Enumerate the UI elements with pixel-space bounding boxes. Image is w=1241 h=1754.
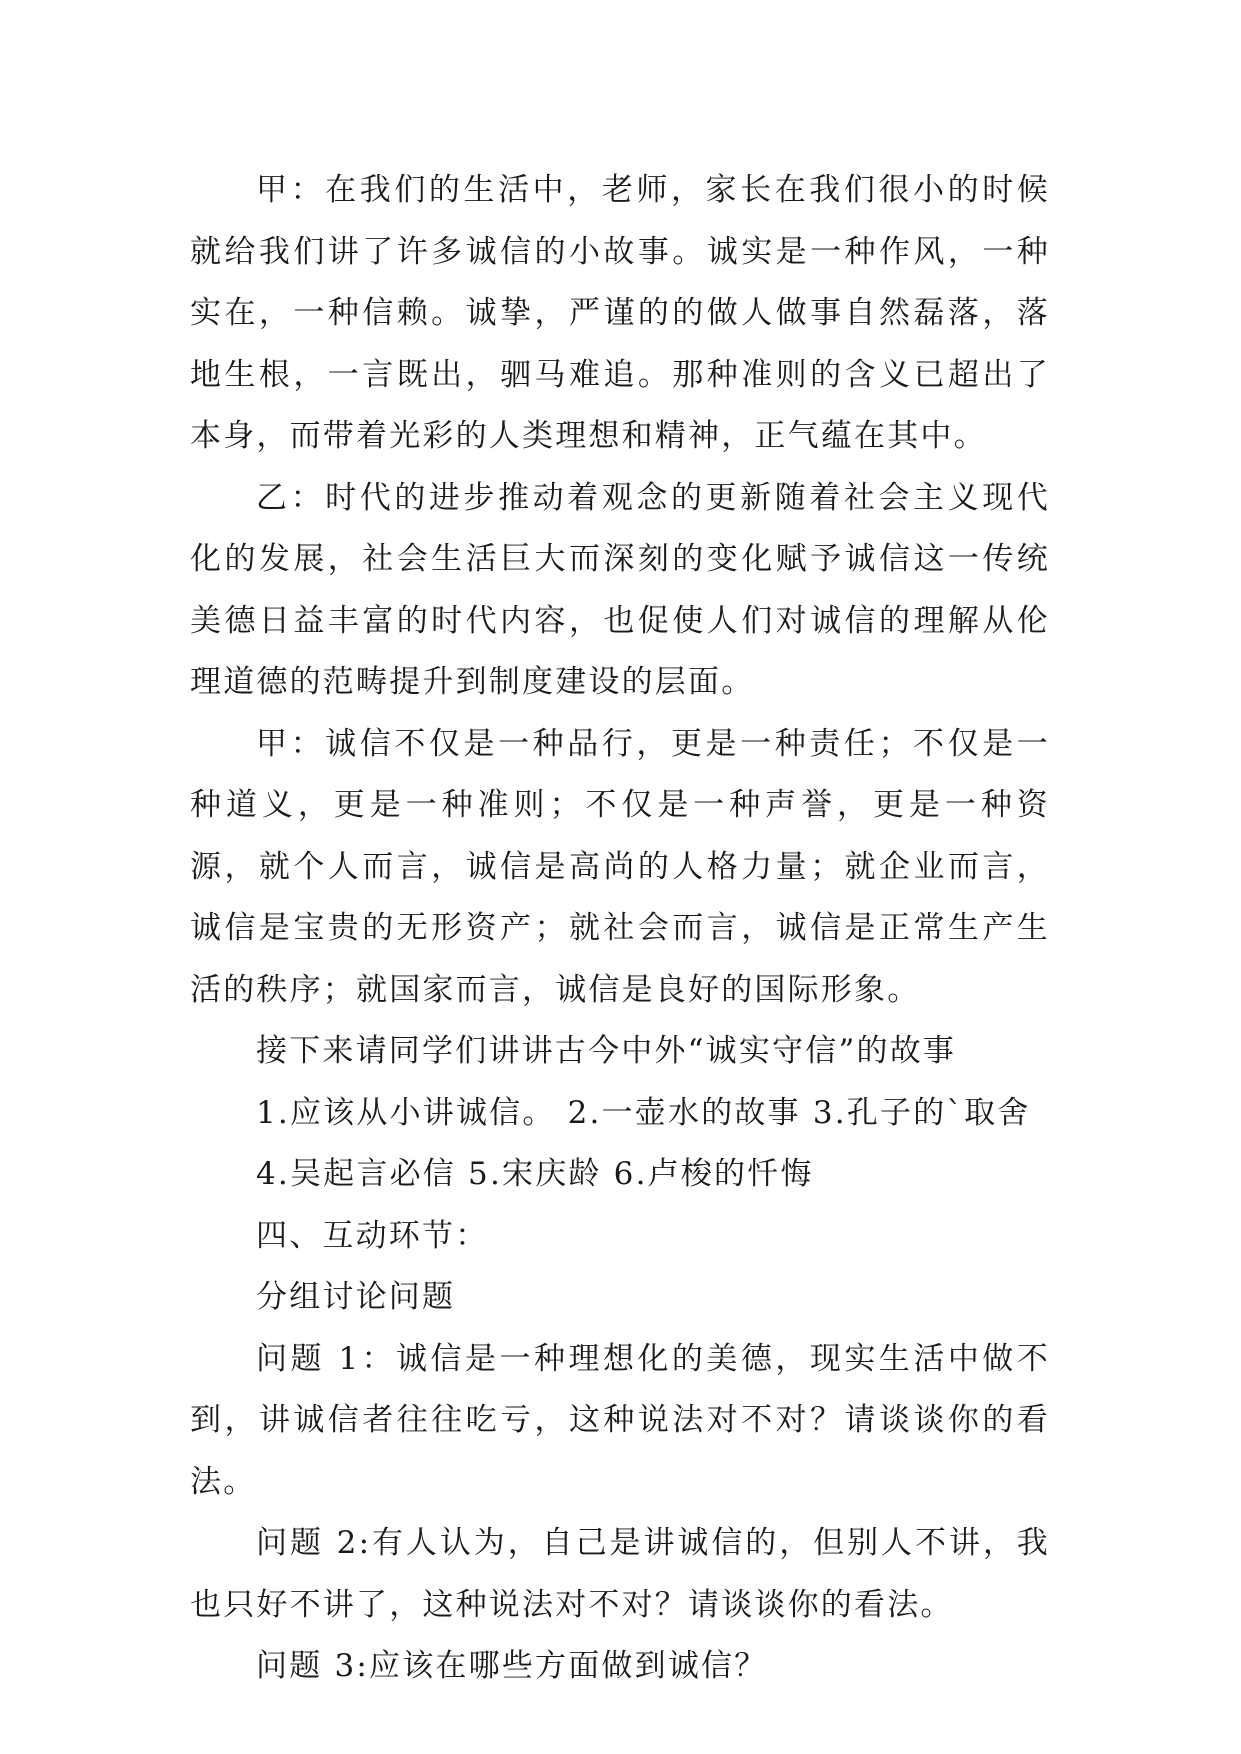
question-1: 问题 1：诚信是一种理想化的美德，现实生活中做不到，讲诚信者往往吃亏，这种说法对不对？请谈谈你的看法。 <box>190 1340 1050 1500</box>
story-list-line-1: 1.应该从小讲诚信。 2.一壶水的故事 3.孔子的`取舍 <box>256 1094 1031 1131</box>
paragraph-yi: 乙：时代的进步推动着观念的更新随着社会主义现代化的发展，社会生活巨大而深刻的变化赋予诚信这一传统美德日益丰富的时代内容，也促使人们对诚信的理解从伦理道德的范畴提升到制度建设的层面。 <box>190 479 1050 700</box>
paragraph-jia-1: 甲：在我们的生活中，老师，家长在我们很小的时候就给我们讲了许多诚信的小故事。诚实是一种作风，一种实在，一种信赖。诚挚，严谨的的做人做事自然磊落，落地生根，一言既出，驷马难追。那种准则的含义已超出了本身，而带着光彩的人类理想和精神，正气蕴在其中。 <box>190 172 1050 454</box>
document-body <box>190 160 1050 1698</box>
question-3: 问题 3:应该在哪些方面做到诚信？ <box>256 1648 768 1684</box>
subheading: 分组讨论问题 <box>256 1279 456 1315</box>
section-heading: 四、互动环节： <box>256 1217 489 1254</box>
story-list-line-2: 4.吴起言必信 5.宋庆龄 6.卢梭的忏悔 <box>256 1156 814 1192</box>
paragraph-jia-2: 甲：诚信不仅是一种品行，更是一种责任；不仅是一种道义，更是一种准则；不仅是一种声誉，更是一种资源，就个人而言，诚信是高尚的人格力量；就企业而言，诚信是宝贵的无形资产；就社会而言，诚信是正常生产生活的秩序；就国家而言，诚信是良好的国际形象。 <box>190 725 1050 1008</box>
story-intro: 接下来请同学们讲讲古今中外“诚实守信”的故事 <box>256 1033 957 1069</box>
question-2: 问题 2:有人认为，自己是讲诚信的，但别人不讲，我也只好不讲了，这种说法对不对？请谈谈你的看法。 <box>190 1525 1050 1623</box>
